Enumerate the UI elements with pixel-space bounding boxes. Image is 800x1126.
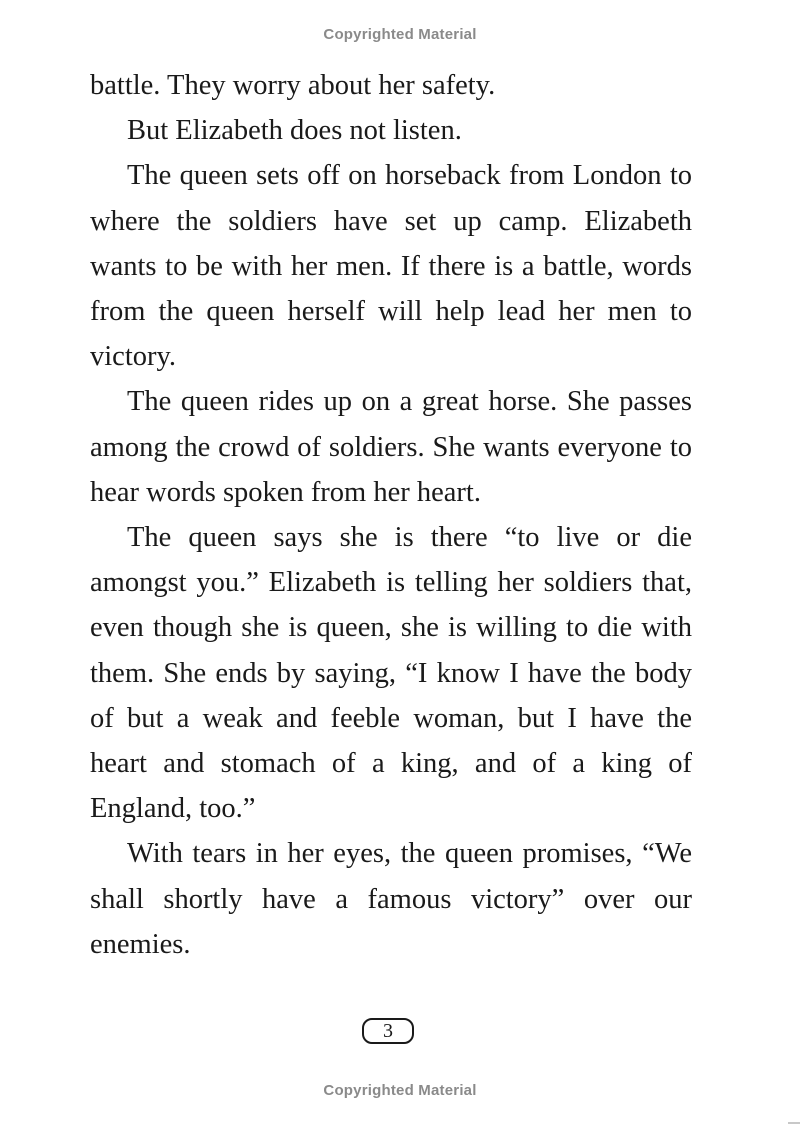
paragraph-1: battle. They worry about her safety. — [90, 70, 496, 101]
paragraph-2: But Elizabeth does not listen. — [127, 115, 462, 147]
paragraph-5: The queen says she is there “to live or die amongst you.” Elizabeth is telling her soldiers that, even though she is queen, she is willing to die with them. She ends by saying, “I know I have the body of but a weak and feeble woman, but I have the heart and stomach of a king, and of a king of England, too.” — [90, 522, 692, 825]
paragraph-3: The queen sets off on horseback from London to where the soldiers have set up camp. Elizabeth wants to be with her men. If there is a battle, words from the queen herself will help lead her men to victory. — [90, 160, 692, 373]
page-body — [90, 63, 692, 967]
paragraph-4: The queen rides up on a great horse. She passes among the crowd of soldiers. She wants everyone to hear words spoken from her heart. — [90, 386, 692, 508]
copyright-header: Copyrighted Material — [323, 26, 477, 43]
page-edge-mark — [788, 1122, 800, 1124]
page-number: 3 — [362, 1018, 414, 1044]
copyright-footer: Copyrighted Material — [323, 1082, 477, 1099]
paragraph-6: With tears in her eyes, the queen promises, “We shall shortly have a famous victory” over our enemies. — [90, 838, 692, 960]
